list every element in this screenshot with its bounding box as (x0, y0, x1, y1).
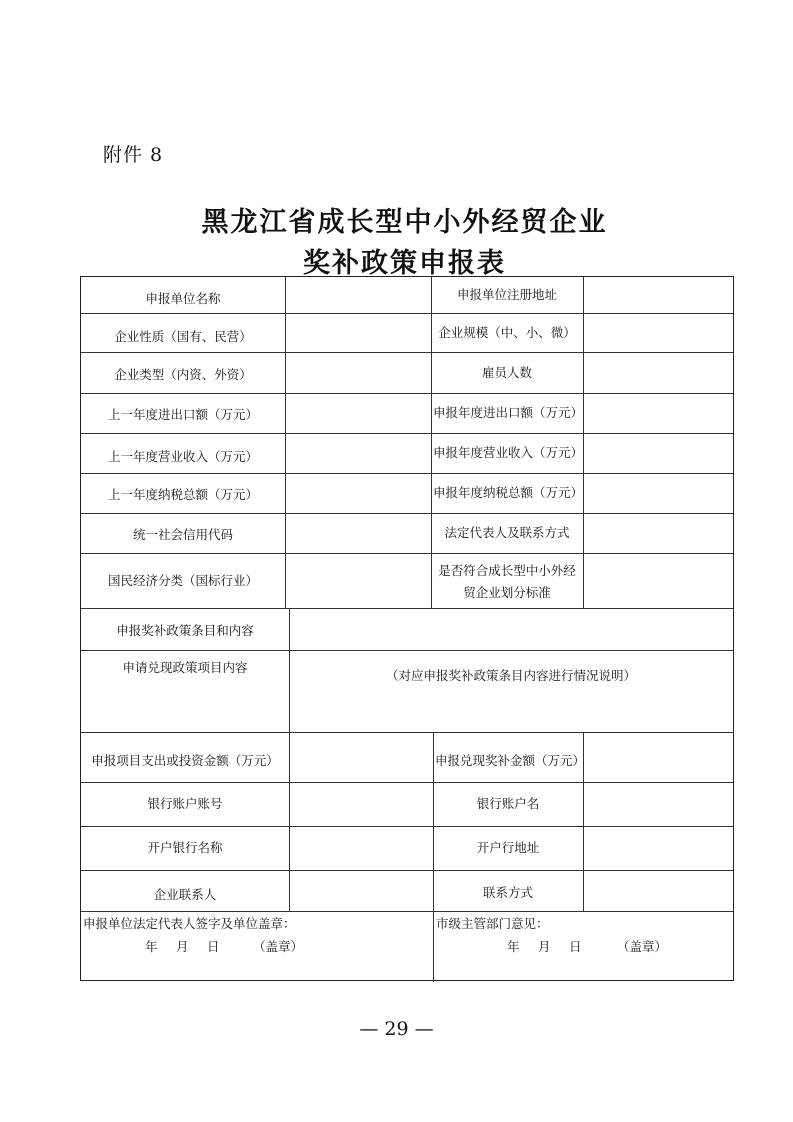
label-credit-code: 统一社会信用代码 (132, 527, 233, 542)
label-enterprise-contact: 企业联系人 (153, 886, 217, 902)
label-last-year-trade: 上一年度进出口额（万元） (107, 407, 258, 422)
form-title-line-1: 黑龙江省成长型中小外经贸企业 (201, 207, 608, 238)
sign-right-label: 市级主管部门意见： (436, 916, 549, 931)
label-contact-method: 联系方式 (482, 884, 533, 900)
label-registered-address: 申报单位注册地址 (456, 287, 557, 302)
project-content-note: （对应申报奖补政策条目内容进行情况说明） (385, 668, 636, 683)
label-project-investment: 申报项目支出或投资金额（万元） (91, 753, 279, 768)
column-divider (285, 277, 286, 608)
label-enterprise-scale: 企业规模（中、小、微） (438, 324, 576, 340)
label-current-year-trade: 申报年度进出口额（万元） (433, 405, 584, 420)
application-form-table (80, 276, 734, 981)
label-bank-name: 开户银行名称 (147, 840, 223, 855)
sign-right-stamp: （盖章） (617, 939, 668, 954)
sign-left-stamp: （盖章） (253, 939, 304, 954)
page-number: — 29 — (359, 1018, 434, 1040)
row-divider (81, 608, 733, 609)
label-bank-account-name: 银行账户名 (476, 796, 540, 811)
label-project-content: 申请兑现政策项目内容 (122, 660, 248, 675)
label-bank-account-number: 银行账户账号 (147, 796, 223, 811)
row-divider (81, 732, 733, 733)
label-last-year-tax: 上一年度纳税总额（万元） (107, 487, 258, 502)
column-divider (433, 911, 434, 982)
column-divider (583, 277, 584, 608)
label-bank-address: 开户行地址 (476, 840, 540, 855)
label-subsidy-amount: 申报兑现奖补金额（万元） (435, 753, 586, 768)
label-applicant-name: 申报单位名称 (145, 291, 221, 306)
label-enterprise-nature: 企业性质（国有、民营） (114, 329, 252, 344)
label-policy-items: 申报奖补政策条目和内容 (116, 623, 254, 638)
sign-left-label: 申报单位法定代表人签字及单位盖章： (83, 916, 296, 931)
label-current-year-tax: 申报年度纳税总额（万元） (433, 485, 584, 500)
row-divider (81, 870, 733, 871)
column-divider (289, 608, 290, 911)
label-industry-classification: 国民经济分类（国标行业） (107, 572, 258, 588)
label-employee-count: 雇员人数 (481, 364, 532, 380)
label-growth-criteria: 是否符合成长型中小外经贸企业划分标准 (438, 562, 576, 600)
sign-right-date: 年 月 日 (507, 939, 585, 954)
label-last-year-revenue: 上一年度营业收入（万元） (107, 449, 258, 464)
sign-left-date: 年 月 日 (145, 939, 223, 954)
label-enterprise-type: 企业类型（内资、外资） (114, 367, 252, 382)
label-legal-representative: 法定代表人及联系方式 (444, 525, 570, 540)
attachment-label: 附件 8 (103, 144, 164, 166)
label-current-year-revenue: 申报年度营业收入（万元） (433, 445, 584, 460)
form-title-line-2: 奖补政策申报表 (303, 248, 506, 279)
